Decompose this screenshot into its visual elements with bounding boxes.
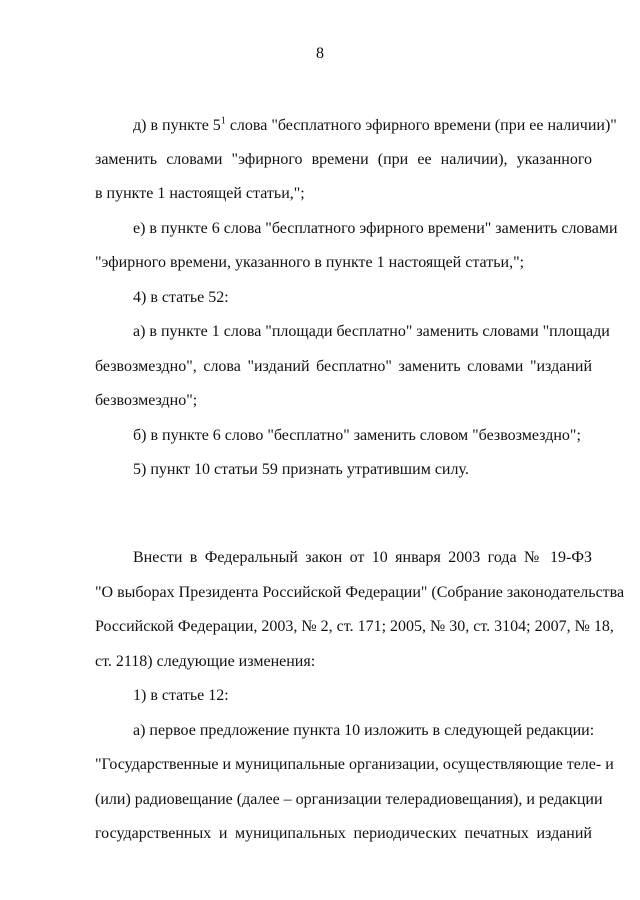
text-line-6: 4) в статье 52: bbox=[133, 289, 229, 306]
text-line-1-end: слова "бесплатного эфирного времени (при ее наличии)" bbox=[225, 117, 617, 134]
text-line-11: 5) пункт 10 статьи 59 признать утратившим силу. bbox=[133, 461, 469, 478]
text-line-7: а) в пункте 1 слова "площади бесплатно" заменить словами "площади bbox=[133, 323, 610, 340]
text-line-4: е) в пункте 6 слова "бесплатного эфирного времени" заменить словами bbox=[133, 220, 618, 237]
text-line-10: б) в пункте 6 слово "бесплатно" заменить словом "безвозмездно"; bbox=[133, 427, 581, 444]
text-line-2: заменить словами "эфирного времени (при ее наличии), указанного bbox=[95, 151, 592, 168]
page-number: 8 bbox=[316, 45, 324, 62]
text-line-20: государственных и муниципальных периодических печатных изданий bbox=[95, 825, 592, 842]
text-line-8: безвозмездно", слова "изданий бесплатно" заменить словами "изданий bbox=[95, 358, 592, 375]
text-line-15: ст. 2118) следующие изменения: bbox=[95, 653, 316, 670]
text-line-13: "О выборах Президента Российской Федерации" (Собрание законодательства bbox=[95, 584, 625, 601]
text-line-1-start: д) в пункте 5 bbox=[133, 117, 221, 134]
text-line-16: 1) в статье 12: bbox=[133, 687, 229, 704]
text-line-3: в пункте 1 настоящей статьи,"; bbox=[95, 185, 305, 202]
text-line-19: (или) радиовещание (далее – организации телерадиовещания), и редакции bbox=[95, 791, 603, 808]
text-line-18: "Государственные и муниципальные организации, осуществляющие теле- и bbox=[95, 756, 614, 773]
text-line-14: Российской Федерации, 2003, № 2, ст. 171; 2005, № 30, ст. 3104; 2007, № 18, bbox=[95, 618, 614, 635]
text-line-1 bbox=[133, 115, 617, 136]
text-line-5: "эфирного времени, указанного в пункте 1 настоящей статьи,"; bbox=[95, 254, 525, 271]
text-line-9: безвозмездно"; bbox=[95, 392, 198, 409]
text-line-17: а) первое предложение пункта 10 изложить в следующей редакции: bbox=[133, 722, 595, 739]
text-line-12: Внести в Федеральный закон от 10 января 2003 года № 19-ФЗ bbox=[133, 549, 592, 566]
superscript: 1 bbox=[220, 115, 226, 127]
